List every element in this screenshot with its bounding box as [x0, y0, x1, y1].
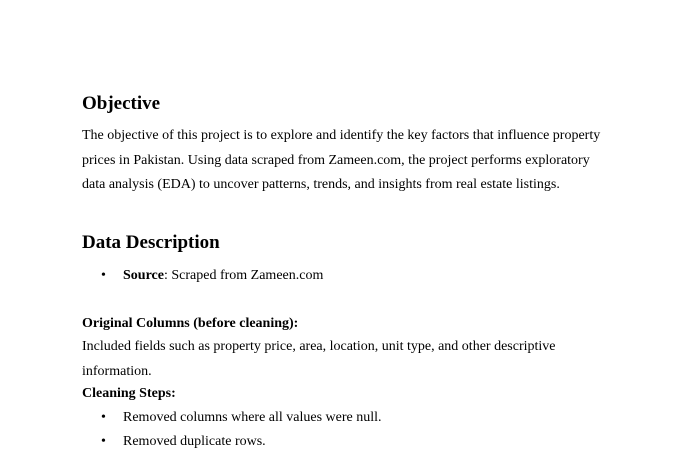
original-columns-heading: Original Columns (before cleaning): [82, 316, 299, 331]
objective-heading: Objective [82, 93, 161, 114]
bullet-marker: • [101, 268, 106, 283]
cleaning-bullet-text: Removed columns where all values were null. [123, 410, 382, 425]
source-label: Source [123, 268, 164, 283]
source-value: : Scraped from Zameen.com [163, 268, 324, 283]
cleaning-steps-heading: Cleaning Steps: [82, 386, 176, 401]
objective-line-3: data analysis (EDA) to uncover patterns, trends, and insights from real estate listings. [82, 177, 560, 192]
bullet-marker: • [101, 410, 106, 425]
cleaning-bullet-text: Removed duplicate rows. [123, 434, 266, 449]
bullet-marker: • [101, 434, 106, 449]
original-columns-line-2: information. [82, 363, 152, 379]
objective-line-2: prices in Pakistan. Using data scraped from Zameen.com, the project performs exploratory [82, 152, 590, 168]
original-columns-paragraph [82, 335, 622, 384]
objective-paragraph [82, 124, 622, 198]
source-bullet-text [123, 267, 323, 285]
objective-line-1: The objective of this project is to explore and identify the key factors that influence property [82, 128, 601, 143]
data-description-heading: Data Description [82, 232, 220, 253]
original-columns-line-1: Included fields such as property price, area, location, unit type, and other descriptive [82, 339, 556, 354]
